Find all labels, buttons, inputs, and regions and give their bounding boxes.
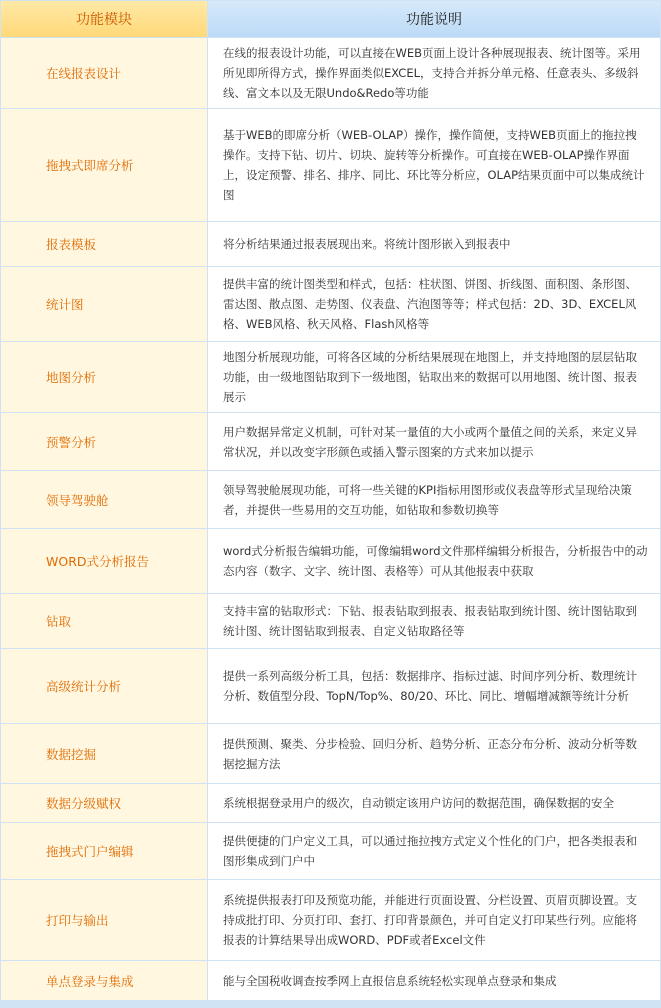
row-module: 数据挖掘 — [1, 724, 207, 783]
row-description: 提供丰富的统计图类型和样式，包括：柱状图、饼图、折线图、面积图、条形图、雷达图、散点图、走势图、仪表盘、汽泡图等等；样式包括：2D、3D、EXCEL风格、WEB风格、秋天风格、Flash风格等 — [208, 267, 660, 341]
row-description: 将分析结果通过报表展现出来。将统计图形嵌入到报表中 — [208, 222, 660, 266]
row-module: WORD式分析报告 — [1, 529, 207, 593]
row-description: 地图分析展现功能，可将各区域的分析结果展现在地图上，并支持地图的层层钻取功能，由一级地图钻取到下一级地图，钻取出来的数据可以用地图、统计图、报表展示 — [208, 342, 660, 412]
header-description: 功能说明 — [208, 1, 660, 37]
row-description: 系统提供报表打印及预览功能，并能进行页面设置、分栏设置、页眉页脚设置。支持成批打印、分页打印、套打、打印背景颜色，并可自定义打印某些行列。应能将报表的计算结果导出成WORD、PDF或者Excel文件 — [208, 880, 660, 960]
row-description: 能与全国税收调查按季网上直报信息系统轻松实现单点登录和集成 — [208, 961, 660, 1000]
row-module: 领导驾驶舱 — [1, 471, 207, 528]
row-description: 提供便捷的门户定义工具，可以通过拖拉拽方式定义个性化的门户，把各类报表和图形集成到门户中 — [208, 823, 660, 879]
row-module: 在线报表设计 — [1, 38, 207, 108]
row-module: 报表模板 — [1, 222, 207, 266]
row-module: 钻取 — [1, 594, 207, 648]
row-module: 地图分析 — [1, 342, 207, 412]
row-description: 用户数据异常定义机制，可针对某一量值的大小或两个量值之间的关系，来定义异常状况，并以改变字形颜色或插入警示图案的方式来加以提示 — [208, 413, 660, 470]
row-description: 在线的报表设计功能，可以直接在WEB页面上设计各种展现报表、统计图等。采用所见即所得方式，操作界面类似EXCEL，支持合并拆分单元格、任意表头、多级斜线、富文本以及无限Undo&Redo等功能 — [208, 38, 660, 108]
row-module: 单点登录与集成 — [1, 961, 207, 1000]
row-module: 预警分析 — [1, 413, 207, 470]
row-module: 打印与输出 — [1, 880, 207, 960]
row-module: 拖拽式门户编辑 — [1, 823, 207, 879]
row-module: 统计图 — [1, 267, 207, 341]
header-module: 功能模块 — [1, 1, 207, 37]
row-description: 基于WEB的即席分析（WEB-OLAP）操作，操作简便，支持WEB页面上的拖拉拽操作。支持下钻、切片、切块、旋转等分析操作。可直接在WEB-OLAP操作界面上，设定预警、排名、排序、同比、环比等分析应，OLAP结果页面中可以集成统计图 — [208, 109, 660, 221]
row-description: 支持丰富的钻取形式：下钻、报表钻取到报表、报表钻取到统计图、统计图钻取到统计图、统计图钻取到报表、自定义钻取路径等 — [208, 594, 660, 648]
row-description: 提供预测、聚类、分步检验、回归分析、趋势分析、正态分布分析、波动分析等数据挖掘方法 — [208, 724, 660, 783]
row-description: word式分析报告编辑功能，可像编辑word文件那样编辑分析报告，分析报告中的动态内容（数字、文字、统计图、表格等）可从其他报表中获取 — [208, 529, 660, 593]
row-module: 数据分级赋权 — [1, 784, 207, 822]
row-module: 高级统计分析 — [1, 649, 207, 723]
row-description: 提供一系列高级分析工具，包括：数据排序、指标过滤、时间序列分析、数理统计分析、数值型分段、TopN/Top%、80/20、环比、同比、增幅增减额等统计分析 — [208, 649, 660, 723]
row-description: 领导驾驶舱展现功能，可将一些关键的KPI指标用图形或仪表盘等形式呈现给决策者，并提供一些易用的交互功能，如钻取和参数切换等 — [208, 471, 660, 528]
row-module: 拖拽式即席分析 — [1, 109, 207, 221]
row-description: 系统根据登录用户的级次，自动锁定该用户访问的数据范围，确保数据的安全 — [208, 784, 660, 822]
